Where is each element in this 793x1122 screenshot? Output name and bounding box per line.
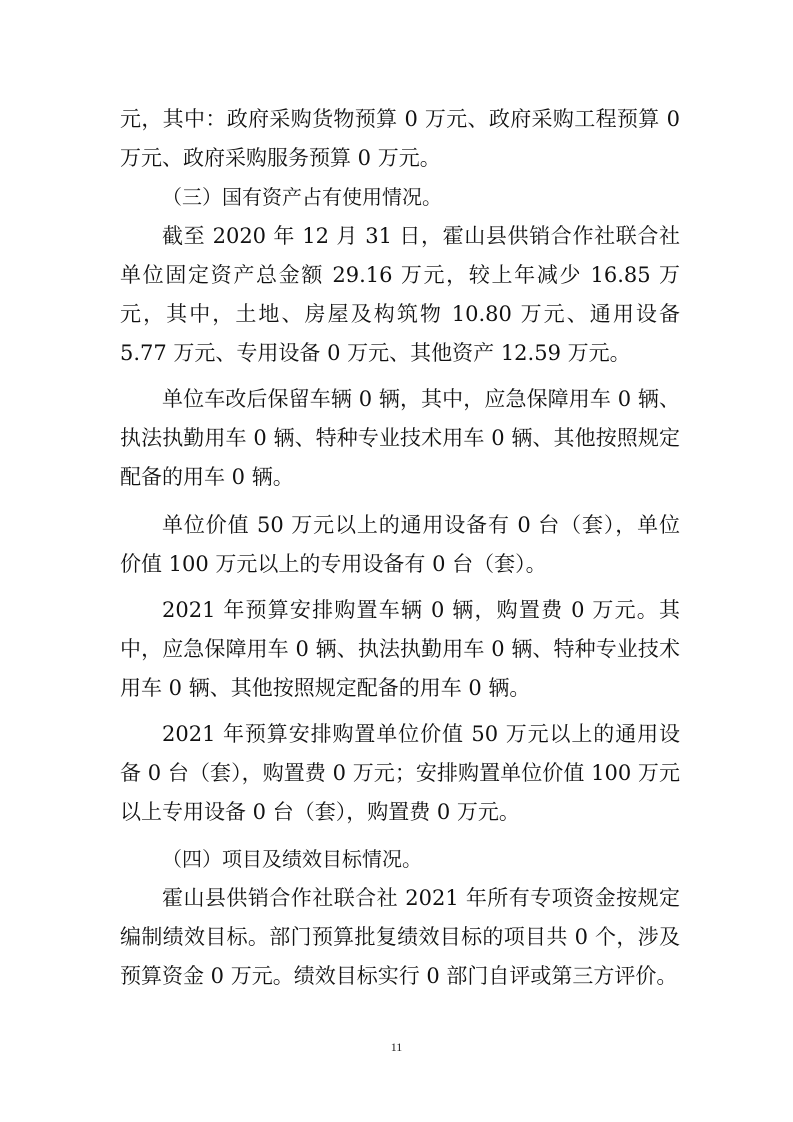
paragraph-equipment-purchase-budget: 2021 年预算安排购置单位价值 50 万元以上的通用设备 0 台（套），购置费 0 万元；安排购置单位价值 100 万元以上专用设备 0 台（套），购置费 0 万元。 <box>120 722 680 824</box>
paragraph-equipment-value: 单位价值 50 万元以上的通用设备有 0 台（套），单位价值 100 万元以上的专用设备有 0 台（套）。 <box>120 513 680 576</box>
paragraph-performance-goals: 霍山县供销合作社联合社 2021 年所有专项资金按规定编制绩效目标。部门预算批复绩效目标的项目共 0 个，涉及预算资金 0 万元。绩效目标实行 0 部门自评或第三方评价。 <box>120 886 680 988</box>
paragraph-vehicles-retained: 单位车改后保留车辆 0 辆，其中，应急保障用车 0 辆、执法执勤用车 0 辆、特种专业技术用车 0 辆、其他按照规定配备的用车 0 辆。 <box>120 387 680 489</box>
section-heading-state-assets: （三）国有资产占有使用情况。 <box>162 185 442 209</box>
paragraph-vehicle-purchase-budget: 2021 年预算安排购置车辆 0 辆，购置费 0 万元。其中，应急保障用车 0 辆、执法执勤用车 0 辆、特种专业技术用车 0 辆、其他按照规定配备的用车 0 辆。 <box>120 598 680 700</box>
page-number: 11 <box>390 1040 403 1054</box>
paragraph-procurement-budget: 元，其中：政府采购货物预算 0 万元、政府采购工程预算 0 万元、政府采购服务预算 0 万元。 <box>120 107 680 170</box>
section-heading-performance-goals: （四）项目及绩效目标情况。 <box>162 847 422 871</box>
paragraph-fixed-assets: 截至 2020 年 12 月 31 日，霍山县供销合作社联合社单位固定资产总金额 29.16 万元，较上年减少 16.85 万元，其中，土地、房屋及构筑物 10.80 万元、通用设备 5.77 万元、专用设备 0 万元、其他资产 12.59 万元。 <box>120 224 680 365</box>
